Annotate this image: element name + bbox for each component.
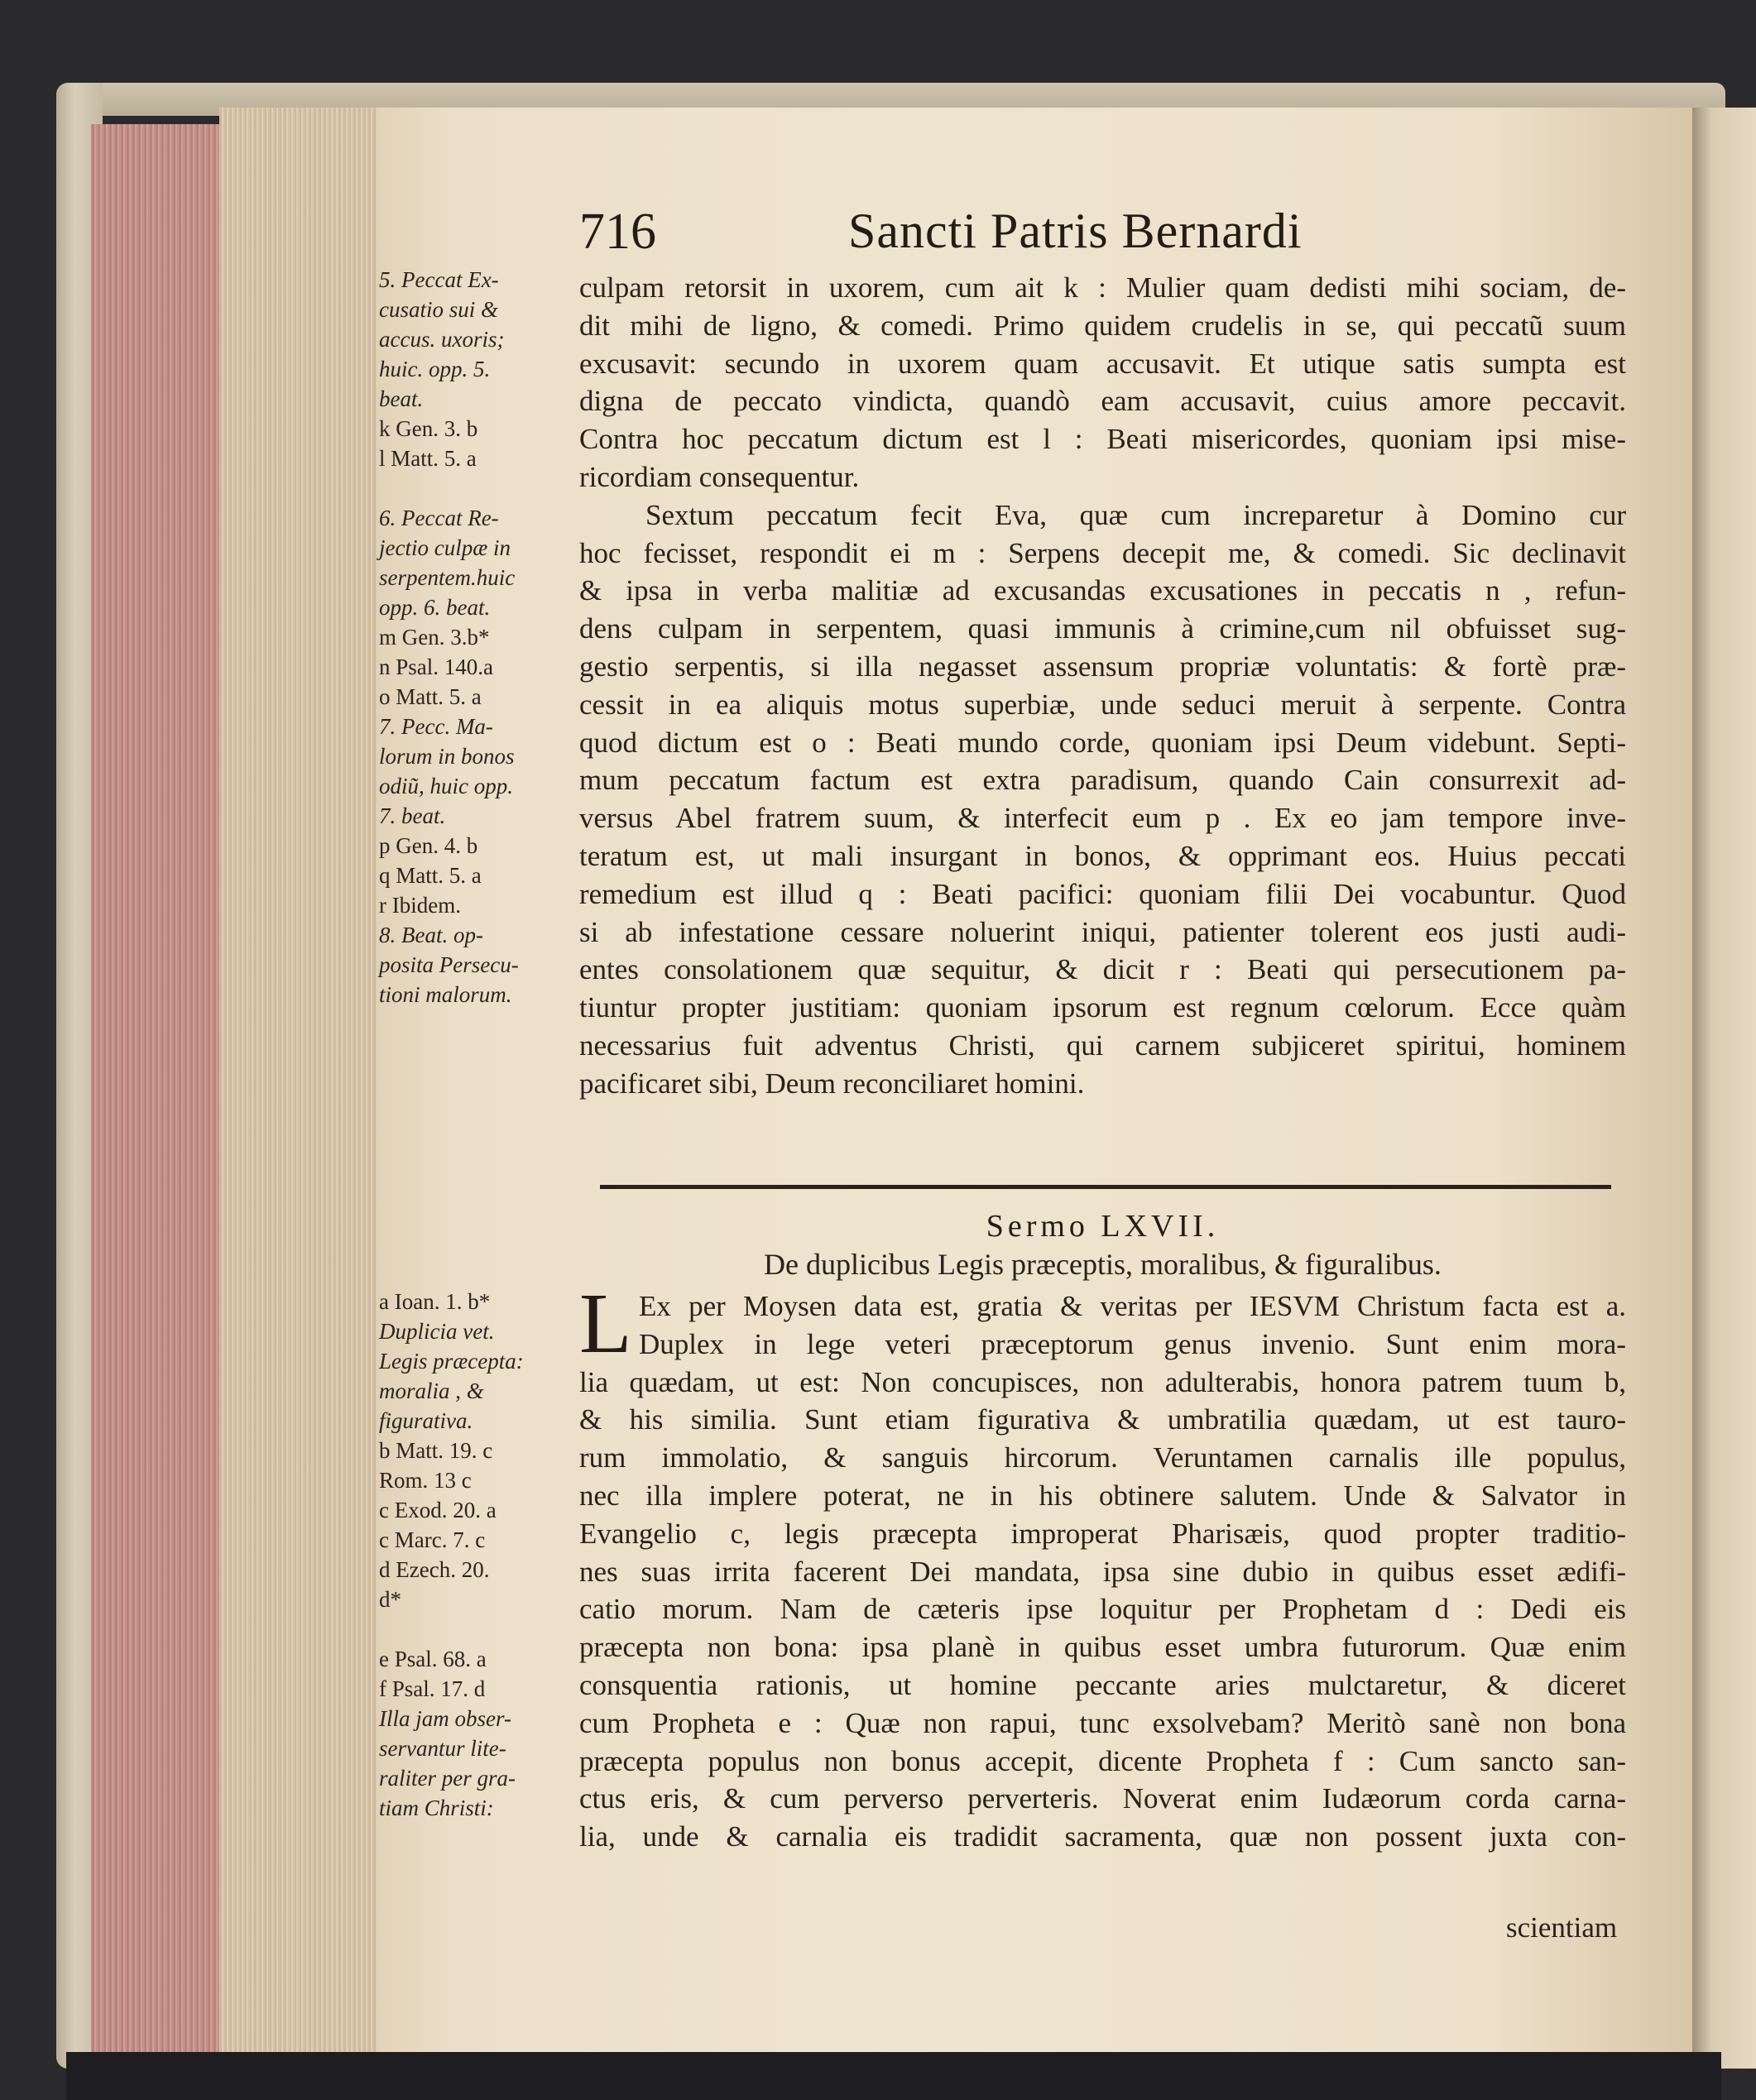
margin-note: d* xyxy=(379,1587,401,1612)
sermo-line: Duplex in lege veteri præceptorum genus invenio. Sunt enim mora- xyxy=(639,1327,1626,1360)
margin-note: odiũ, huic opp. xyxy=(379,774,513,798)
margin-note: k Gen. 3. b xyxy=(379,416,478,441)
sermo-line: ctus eris, & cum perverso perverteris. Noverat enim Iudæorum corda carna- xyxy=(579,1782,1626,1815)
text-line: entes consolationem quæ sequitur, & dicit r : Beati qui persecutionem pa- xyxy=(579,953,1626,986)
margin-note: c Exod. 20. a xyxy=(379,1498,497,1522)
sermo-line: lia quædam, ut est: Non concupisces, non adulterabis, honora patrem tuum b, xyxy=(579,1365,1626,1398)
margin-note: l Matt. 5. a xyxy=(379,446,477,471)
text-line: excusavit: secundo in uxorem quam accusavit. Et utique satis sumpta est xyxy=(579,347,1626,380)
text-line: dit mihi de ligno, & comedi. Primo quidem crudelis in se, qui peccatũ suum xyxy=(579,309,1626,342)
sermo-subtitle: De duplicibus Legis præceptis, moralibus, & figuralibus. xyxy=(764,1248,1442,1281)
text-line: si ab infestatione cessare noluerint iniqui, patienter tolerent eos justi audi- xyxy=(579,915,1626,948)
text-line: culpam retorsit in uxorem, cum ait k : Mulier quam dedisti mihi sociam, de- xyxy=(579,271,1626,304)
margin-note: f Psal. 17. d xyxy=(379,1676,486,1701)
margin-note: q Matt. 5. a xyxy=(379,863,482,888)
text-line: cessit in ea aliquis motus superbiæ, unde seduci meruit à serpente. Contra xyxy=(579,688,1626,721)
margin-note: Legis præcepta: xyxy=(379,1349,524,1374)
margin-note: a Ioan. 1. b* xyxy=(379,1289,491,1314)
text-line: remedium est illud q : Beati pacifici: quoniam filii Dei vocabuntur. Quod xyxy=(579,877,1626,910)
text-line: quod dictum est o : Beati mundo corde, quoniam ipsi Deum videbunt. Septi- xyxy=(579,726,1626,759)
margin-note: beat. xyxy=(379,386,424,411)
margin-note xyxy=(379,473,578,503)
margin-note: m Gen. 3.b* xyxy=(379,625,490,650)
margin-note: raliter per gra- xyxy=(379,1766,516,1791)
facing-page-edge xyxy=(1692,108,1756,2069)
text-line: teratum est, ut mali insurgant in bonos, & opprimant eos. Huius peccati xyxy=(579,839,1626,872)
sermo-line: & his similia. Sunt etiam figurativa & umbratilia quædam, ut est tauro- xyxy=(579,1403,1626,1436)
margin-note: huic. opp. 5. xyxy=(379,357,491,381)
sermo-title: Sermo LXVII. xyxy=(986,1209,1220,1244)
sermo-line: nec illa implere poterat, ne in his obtinere salutem. Unde & Salvator in xyxy=(579,1479,1626,1512)
margin-note: tiam Christi: xyxy=(379,1796,494,1820)
margin-note: c Marc. 7. c xyxy=(379,1527,486,1552)
sermo-line: cum Propheta e : Quæ non rapui, tunc exsolvebam? Meritò sanè non bona xyxy=(579,1706,1626,1739)
margin-note: opp. 6. beat. xyxy=(379,595,491,620)
text-line: dens culpam in serpentem, quasi immunis à crimine,cum nil obfuisset sug- xyxy=(579,612,1626,645)
margin-note: posita Persecu- xyxy=(379,952,519,977)
margin-note: servantur lite- xyxy=(379,1736,506,1761)
margin-note: n Psal. 140.a xyxy=(379,654,493,679)
margin-note: 5. Peccat Ex- xyxy=(379,267,499,292)
margin-note: accus. uxoris; xyxy=(379,327,505,352)
section-rule xyxy=(600,1185,1611,1189)
text-line: mum peccatum factum est extra paradisum, quando Cain consurrexit ad- xyxy=(579,764,1626,797)
margin-note: r Ibidem. xyxy=(379,893,461,918)
text-line: Sextum peccatum fecit Eva, quæ cum increparetur à Domino cur xyxy=(645,498,1626,531)
page-header xyxy=(579,203,1622,269)
sermo-text xyxy=(579,1287,1626,1856)
text-line: Contra hoc peccatum dictum est l : Beati misericordes, quoniam ipsi mise- xyxy=(579,423,1626,456)
text-line: pacificaret sibi, Deum reconciliaret homini. xyxy=(579,1067,1085,1100)
margin-note: 8. Beat. op- xyxy=(379,923,483,947)
margin-note: o Matt. 5. a xyxy=(379,684,482,709)
running-head: Sancti Patris Bernardi xyxy=(848,204,1303,258)
text-line: necessarius fuit adventus Christi, qui carnem subjiceret spiritui, hominem xyxy=(579,1028,1626,1062)
drop-initial: L xyxy=(579,1276,632,1371)
text-line: ricordiam consequentur. xyxy=(579,460,860,493)
margin-notes-top xyxy=(379,265,578,1009)
margin-note: tioni malorum. xyxy=(379,982,512,1007)
page-number: 716 xyxy=(579,204,656,260)
margin-notes-bottom xyxy=(379,1287,578,1823)
margin-note: b Matt. 19. c xyxy=(379,1438,493,1463)
sermo-line: nes suas irrita facerent Dei mandata, ipsa sine dubio in quibus esset ædifi- xyxy=(579,1555,1626,1588)
sermo-line: lia, unde & carnalia eis tradidit sacramenta, quæ non possent juxta con- xyxy=(579,1820,1626,1853)
margin-note: lorum in bonos xyxy=(379,744,515,769)
sermo-line: præcepta non bona: ipsa planè in quibus esset umbra futurorum. Quæ enim xyxy=(579,1631,1626,1664)
margin-note: jectio culpæ in xyxy=(379,535,511,560)
sermo-line: rum immolatio, & sanguis hircorum. Veruntamen carnalis ille populus, xyxy=(579,1441,1626,1474)
margin-note: e Psal. 68. a xyxy=(379,1647,487,1671)
sermo-line: catio morum. Nam de cæteris ipse loquitur per Prophetam d : Dedi eis xyxy=(579,1593,1626,1626)
background-shadow xyxy=(66,2052,1721,2100)
text-line: versus Abel fratrem suum, & interfecit eum p . Ex eo jam tempore inve- xyxy=(579,802,1626,835)
margin-note: 6. Peccat Re- xyxy=(379,506,499,530)
sermo-line: Evangelio c, legis præcepta improperat Pharisæis, quod propter traditio- xyxy=(579,1517,1626,1550)
margin-note: Rom. 13 c xyxy=(379,1468,472,1493)
margin-note: 7. Pecc. Ma- xyxy=(379,714,493,739)
margin-note xyxy=(379,1614,578,1644)
text-line: digna de peccato vindicta, quandò eam accusavit, cuius amore peccavit. xyxy=(579,385,1626,418)
body-text xyxy=(579,269,1626,1103)
text-line: hoc fecisset, respondit ei m : Serpens decepit me, & comedi. Sic declinavit xyxy=(579,536,1626,569)
margin-note: Duplicia vet. xyxy=(379,1319,495,1344)
margin-note: Illa jam obser- xyxy=(379,1706,511,1731)
text-line: gestio serpentis, si illa negasset assensum propriæ voluntatis: & fortè præ- xyxy=(579,650,1626,683)
text-line: tiuntur propter justitiam: quoniam ipsorum est regnum cœlorum. Ecce quàm xyxy=(579,991,1626,1024)
margin-note: d Ezech. 20. xyxy=(379,1557,490,1582)
sermo-line: Ex per Moysen data est, gratia & veritas per IESVM Christum facta est a. xyxy=(639,1290,1626,1322)
margin-note: serpentem.huic xyxy=(379,565,516,590)
sermo-line: præcepta populus non bonus accepit, dicente Propheta f : Cum sancto san- xyxy=(579,1744,1626,1777)
sermo-line: consquentia rationis, ut homine peccante aries mulctaretur, & diceret xyxy=(579,1668,1626,1701)
page-edges-red xyxy=(91,124,223,2069)
margin-note: moralia , & xyxy=(379,1378,484,1403)
margin-note: 7. beat. xyxy=(379,803,446,828)
margin-note: cusatio sui & xyxy=(379,297,499,322)
margin-note: p Gen. 4. b xyxy=(379,833,478,858)
text-line: & ipsa in verba malitiæ ad excusandas excusationes in peccatis n , refun- xyxy=(579,574,1626,607)
margin-note: figurativa. xyxy=(379,1408,473,1433)
catchword: scientiam xyxy=(1506,1911,1618,1944)
page-edges xyxy=(219,108,385,2073)
